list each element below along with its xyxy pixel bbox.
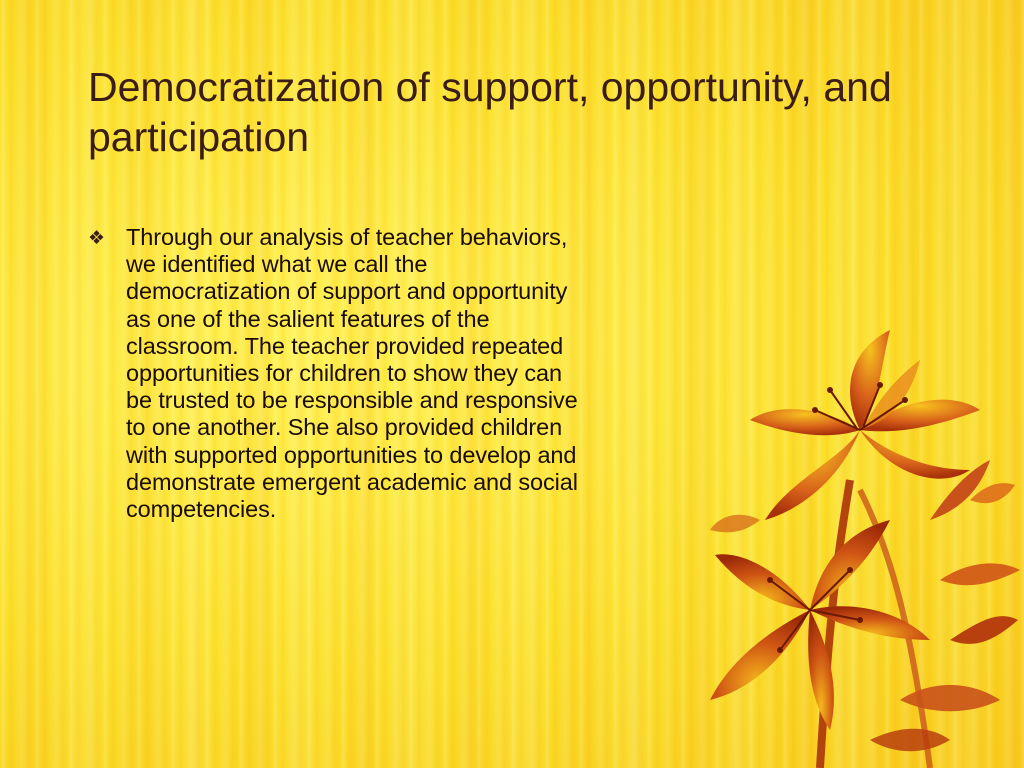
diamond-bullet-icon: ❖ xyxy=(88,228,106,249)
bullet-list xyxy=(88,224,588,523)
bullet-item xyxy=(88,224,588,523)
slide-title: Democratization of support, opportunity, and participation xyxy=(88,64,892,160)
bullet-text: Through our analysis of teacher behaviors, we identified what we call the democratization of support and opportunity as one of the salient features of the classroom. The teacher provided repeated opportunities for children to show they can be trusted to be responsible and responsive to one another. She also provided children with supported opportunities to develop and demonstrate emergent academic and social competencies. xyxy=(126,224,578,523)
lily-flower-icon xyxy=(700,320,1024,768)
